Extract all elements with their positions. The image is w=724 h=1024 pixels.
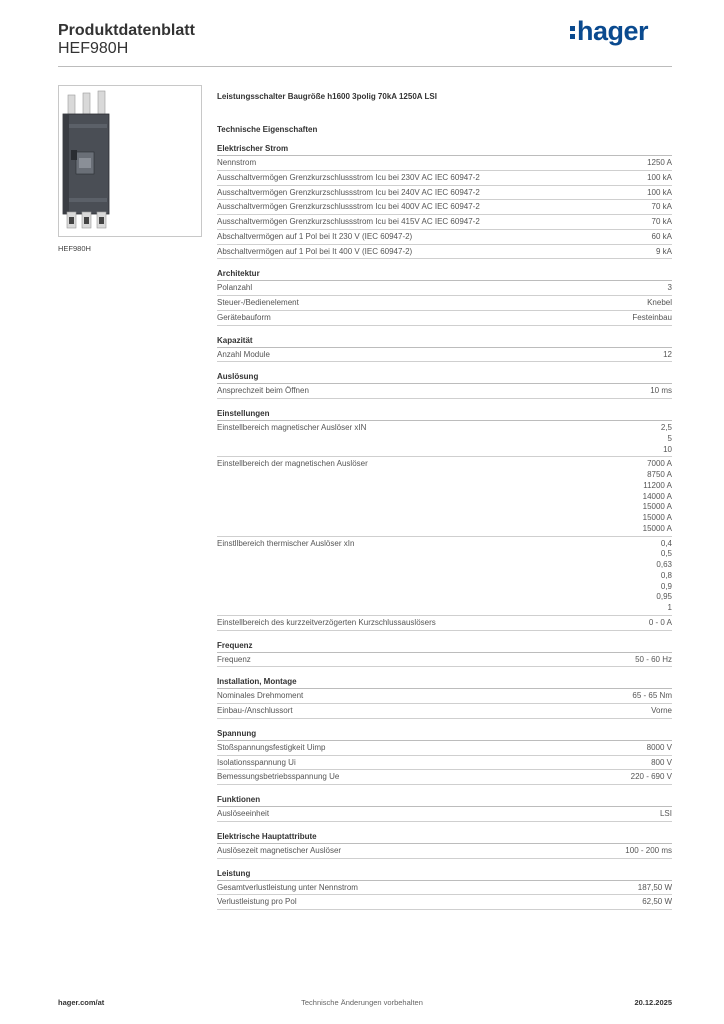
spec-row bbox=[217, 348, 672, 363]
spec-group bbox=[217, 334, 672, 363]
spec-value: 8750 A bbox=[647, 470, 672, 479]
spec-row bbox=[217, 704, 672, 719]
group-heading: Einstellungen bbox=[217, 407, 672, 421]
spec-values bbox=[631, 772, 672, 783]
spec-row bbox=[217, 230, 672, 245]
spec-value: 220 - 690 V bbox=[630, 772, 672, 782]
spec-row bbox=[217, 245, 672, 260]
spec-row bbox=[217, 200, 672, 215]
spec-values bbox=[647, 158, 672, 169]
spec-values bbox=[660, 809, 672, 820]
spec-label: Abschaltvermögen auf 1 Pol bei It 230 V (IEC 60947-2) bbox=[217, 231, 413, 241]
spec-label: Einstllbereich thermischer Auslöser xIn bbox=[217, 538, 355, 548]
spec-row bbox=[217, 311, 672, 326]
spec-value: 800 V bbox=[651, 757, 672, 767]
spec-values bbox=[661, 423, 672, 455]
spec-label: Nominales Drehmoment bbox=[217, 691, 304, 701]
image-caption: HEF980H bbox=[58, 244, 91, 253]
spec-value: 9 kA bbox=[655, 246, 672, 256]
group-heading: Architektur bbox=[217, 267, 672, 281]
spec-group bbox=[217, 830, 672, 859]
spec-row bbox=[217, 171, 672, 186]
logo-text: hager bbox=[577, 16, 649, 46]
spec-label: Anzahl Module bbox=[217, 349, 270, 359]
group-heading: Kapazität bbox=[217, 334, 672, 348]
spec-values bbox=[652, 232, 672, 243]
spec-label: Ansprechzeit beim Öffnen bbox=[217, 386, 309, 396]
spec-value: 8000 V bbox=[646, 742, 672, 752]
spec-value: 15000 A bbox=[642, 513, 672, 522]
spec-label: Isolationsspannung Ui bbox=[217, 757, 296, 767]
spec-value: Knebel bbox=[647, 298, 672, 307]
spec-row bbox=[217, 689, 672, 704]
spec-values bbox=[643, 459, 672, 534]
product-title: Leistungsschalter Baugröße h1600 3polig 70kA 1250A LSI bbox=[217, 92, 437, 101]
spec-value: LSI bbox=[659, 809, 672, 818]
spec-label: Einstellbereich der magnetischen Auslöser bbox=[217, 459, 368, 469]
section-heading: Technische Eigenschaften bbox=[217, 125, 318, 134]
spec-values bbox=[647, 188, 672, 199]
group-heading: Leistung bbox=[217, 867, 672, 881]
spec-value: 10 ms bbox=[650, 386, 672, 396]
spec-value: 100 - 200 ms bbox=[625, 845, 672, 855]
spec-row bbox=[217, 616, 672, 631]
spec-values bbox=[652, 217, 672, 228]
spec-value: 11200 A bbox=[643, 480, 672, 490]
spec-value: 70 kA bbox=[651, 202, 672, 212]
spec-value: 60 kA bbox=[651, 231, 672, 241]
spec-value: 0,4 bbox=[660, 538, 672, 548]
spec-label: Bemessungsbetriebsspannung Ue bbox=[217, 772, 340, 782]
spec-value: 0 - 0 A bbox=[648, 617, 672, 627]
spec-value: 187,50 W bbox=[637, 882, 672, 892]
spec-values bbox=[647, 743, 672, 754]
spec-values bbox=[625, 846, 672, 857]
spec-values bbox=[649, 618, 672, 629]
spec-value: Vorne bbox=[651, 706, 672, 715]
spec-row bbox=[217, 156, 672, 171]
spec-row bbox=[217, 770, 672, 785]
spec-group bbox=[217, 867, 672, 911]
spec-row bbox=[217, 807, 672, 822]
spec-row bbox=[217, 384, 672, 399]
spec-row bbox=[217, 881, 672, 896]
spec-label: Ausschaltvermögen Grenzkurzschlussstrom Icu bei 400V AC IEC 60947-2 bbox=[217, 202, 480, 212]
spec-group bbox=[217, 727, 672, 785]
spec-row bbox=[217, 844, 672, 859]
spec-row bbox=[217, 537, 672, 616]
spec-label: Auslösezeit magnetischer Auslöser bbox=[217, 845, 342, 855]
spec-row bbox=[217, 296, 672, 311]
spec-value: 1 bbox=[667, 603, 672, 612]
spec-value: 1250 A bbox=[647, 158, 672, 167]
spec-row bbox=[217, 741, 672, 756]
spec-values bbox=[656, 539, 672, 614]
spec-row bbox=[217, 215, 672, 230]
spec-value: 2,5 bbox=[660, 423, 672, 432]
spec-label: Steuer-/Bedienelement bbox=[217, 298, 299, 307]
spec-label: Frequenz bbox=[217, 654, 251, 664]
spec-row bbox=[217, 421, 672, 457]
spec-row bbox=[217, 756, 672, 771]
spec-value: 62,50 W bbox=[642, 897, 672, 907]
product-model: HEF980H bbox=[58, 40, 129, 57]
spec-value: 65 - 65 Nm bbox=[632, 691, 672, 701]
spec-value: 100 kA bbox=[647, 172, 672, 182]
spec-values bbox=[647, 173, 672, 184]
spec-value: Festeinbau bbox=[632, 312, 672, 322]
spec-values bbox=[656, 247, 672, 258]
spec-label: Ausschaltvermögen Grenzkurzschlussstrom Icu bei 415V AC IEC 60947-2 bbox=[217, 217, 480, 226]
spec-values bbox=[651, 758, 672, 769]
spec-label: Gerätebauform bbox=[217, 312, 271, 322]
spec-values bbox=[663, 350, 672, 361]
spec-label: Einstellbereich des kurzzeitverzögerten Kurzschlussauslösers bbox=[217, 617, 436, 627]
circuit-breaker-icon bbox=[59, 86, 201, 236]
product-image bbox=[58, 85, 202, 237]
spec-value: 14000 A bbox=[642, 491, 672, 501]
spec-label: Gesamtverlustleistung unter Nennstrom bbox=[217, 882, 358, 892]
group-heading: Elektrischer Strom bbox=[217, 142, 672, 156]
group-heading: Auslösung bbox=[217, 370, 672, 384]
spec-label: Polanzahl bbox=[217, 283, 253, 293]
spec-value: 70 kA bbox=[651, 217, 672, 226]
spec-value: 0,8 bbox=[660, 570, 672, 580]
spec-value: 15000 A bbox=[642, 523, 672, 533]
spec-group bbox=[217, 793, 672, 822]
spec-value: 50 - 60 Hz bbox=[635, 654, 672, 664]
group-heading: Spannung bbox=[217, 727, 672, 741]
spec-values bbox=[650, 386, 672, 397]
footer-website[interactable]: hager.com/at bbox=[58, 998, 105, 1007]
spec-value: 0,95 bbox=[656, 592, 672, 602]
spec-values bbox=[651, 706, 672, 717]
footer-disclaimer: Technische Änderungen vorbehalten bbox=[301, 998, 423, 1007]
spec-row bbox=[217, 895, 672, 910]
spec-value: 0,63 bbox=[656, 560, 672, 569]
page-title: Produktdatenblatt bbox=[58, 22, 195, 39]
spec-label: Stoßspannungsfestigkeit Uimp bbox=[217, 742, 326, 752]
spec-value: 3 bbox=[667, 283, 672, 293]
spec-group bbox=[217, 370, 672, 399]
spec-value: 100 kA bbox=[647, 187, 672, 197]
hager-logo bbox=[570, 16, 648, 47]
spec-label: Nennstrom bbox=[217, 158, 257, 167]
spec-label: Einstellbereich magnetischer Auslöser xIN bbox=[217, 423, 367, 432]
spec-group bbox=[217, 267, 672, 325]
spec-group bbox=[217, 407, 672, 631]
spec-content bbox=[217, 92, 672, 918]
spec-value: 10 bbox=[663, 444, 672, 454]
group-heading: Frequenz bbox=[217, 639, 672, 653]
group-heading: Installation, Montage bbox=[217, 675, 672, 689]
spec-values bbox=[652, 202, 672, 213]
spec-label: Auslöseeinheit bbox=[217, 809, 270, 818]
spec-value: 5 bbox=[667, 433, 672, 443]
spec-row bbox=[217, 281, 672, 296]
spec-values bbox=[668, 283, 672, 294]
spec-label: Einbau-/Anschlussort bbox=[217, 706, 293, 715]
spec-values bbox=[638, 883, 672, 894]
spec-values bbox=[642, 897, 672, 908]
group-heading: Funktionen bbox=[217, 793, 672, 807]
group-heading: Elektrische Hauptattribute bbox=[217, 830, 672, 844]
spec-value: 12 bbox=[663, 349, 672, 359]
spec-label: Verlustleistung pro Pol bbox=[217, 897, 297, 907]
spec-value: 7000 A bbox=[647, 459, 672, 469]
spec-row bbox=[217, 186, 672, 201]
spec-values bbox=[632, 691, 672, 702]
spec-value: 15000 A bbox=[642, 502, 672, 512]
spec-values bbox=[635, 655, 672, 666]
spec-values bbox=[632, 313, 672, 324]
spec-row bbox=[217, 457, 672, 536]
spec-label: Abschaltvermögen auf 1 Pol bei It 400 V (IEC 60947-2) bbox=[217, 246, 413, 256]
spec-value: 0,5 bbox=[660, 549, 672, 559]
logo-dots-icon bbox=[570, 23, 575, 42]
spec-label: Ausschaltvermögen Grenzkurzschlussstrom Icu bei 230V AC IEC 60947-2 bbox=[217, 172, 480, 182]
spec-value: 0,9 bbox=[660, 581, 672, 591]
header-divider bbox=[58, 66, 672, 67]
spec-group bbox=[217, 639, 672, 668]
spec-row bbox=[217, 653, 672, 668]
spec-label: Ausschaltvermögen Grenzkurzschlussstrom Icu bei 240V AC IEC 60947-2 bbox=[217, 187, 480, 197]
spec-groups bbox=[217, 142, 672, 910]
spec-group bbox=[217, 142, 672, 259]
footer-date: 20.12.2025 bbox=[634, 998, 672, 1007]
spec-values bbox=[647, 298, 672, 309]
spec-group bbox=[217, 675, 672, 719]
